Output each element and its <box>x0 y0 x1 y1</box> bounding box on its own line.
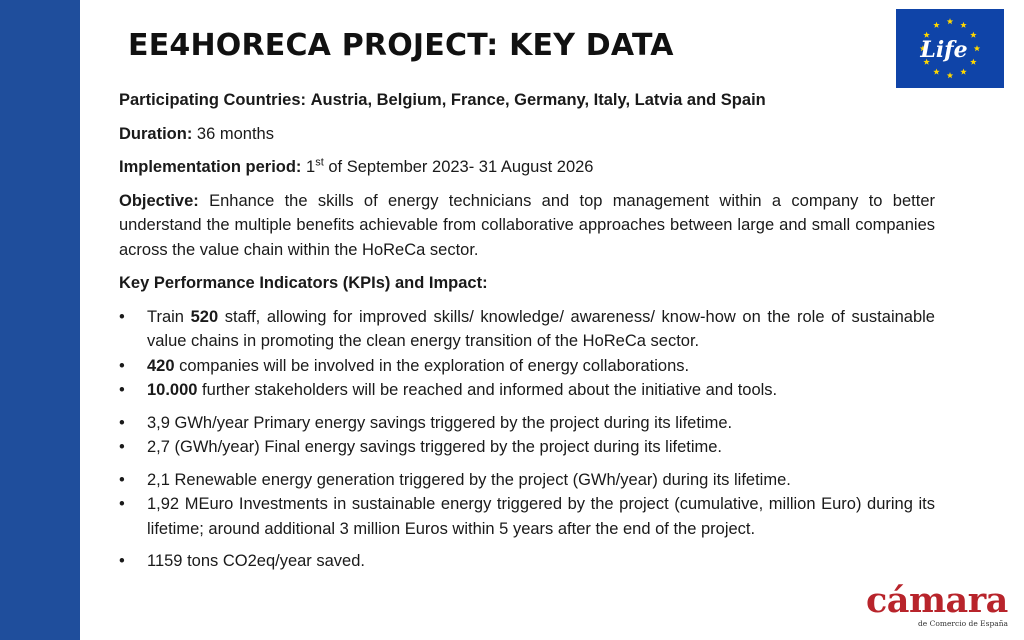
implementation-value: of September 2023- 31 August 2026 <box>328 158 594 176</box>
kpi-list-energy <box>119 411 935 460</box>
bullet-icon: • <box>119 356 125 375</box>
objective-row <box>119 189 935 263</box>
camara-logo-word: cámara <box>866 580 1008 621</box>
bullet-icon: • <box>119 552 125 570</box>
eu-star-icon <box>947 18 953 24</box>
list-item: • 1,92 MEuro Investments in sustainable energy triggered by the project (cumulative, million Euro) during its lifetime; around additional 3 million Euros within 5 years after the end of the project. <box>119 492 935 541</box>
implementation-day-suffix: st <box>315 156 324 169</box>
duration-value: 36 months <box>196 124 274 143</box>
bullet-icon: • <box>119 438 125 456</box>
kpi-list-investment <box>119 468 935 542</box>
duration-row <box>119 122 935 147</box>
list-item: • 2,7 (GWh/year) Final energy savings triggered by the project during its lifetime. <box>119 435 935 460</box>
eu-star-icon <box>970 59 976 65</box>
list-item: • 10.000 further stakeholders will be reached and informed about the initiative and tools. <box>119 378 935 403</box>
bullet-icon: • <box>119 307 125 326</box>
countries-value: Austria, Belgium, France, Germany, Italy, Latvia and Spain <box>310 91 766 109</box>
kpi-list-co2 <box>119 549 935 574</box>
list-item: • 3,9 GWh/year Primary energy savings triggered by the project during its lifetime. <box>119 411 935 436</box>
kpi-heading-text: Key Performance Indicators (KPIs) and Impact: <box>119 274 488 292</box>
eu-star-icon <box>960 22 966 28</box>
life-logo-text: Life <box>920 37 968 63</box>
camara-logo <box>866 580 1012 632</box>
eu-stars-icon <box>896 9 1004 88</box>
countries-label: Participating Countries: <box>119 91 307 109</box>
page-title: EE4HORECA PROJECT: KEY DATA <box>128 28 674 63</box>
eu-star-icon <box>970 32 976 38</box>
eu-life-logo <box>896 9 1004 88</box>
kpi-number: 420 <box>147 356 175 375</box>
bullet-icon: • <box>119 413 125 432</box>
list-item: • 1159 tons CO2eq/year saved. <box>119 549 935 574</box>
left-sidebar-bar <box>0 0 80 640</box>
bullet-icon: • <box>119 495 125 513</box>
kpi-heading <box>119 271 935 296</box>
implementation-label: Implementation period: <box>119 158 302 176</box>
eu-star-icon <box>960 68 966 74</box>
objective-label: Objective: <box>119 191 199 210</box>
kpi-number: 520 <box>190 307 219 326</box>
list-item: • Train 520 staff, allowing for improved skills/ knowledge/ awareness/ know-how on the role of sustainable value chains in promoting the clean energy transition of the HoReCa sector. <box>119 305 935 354</box>
implementation-day: 1 <box>306 158 316 176</box>
implementation-row <box>119 155 935 180</box>
list-item: • 420 companies will be involved in the exploration of energy collaborations. <box>119 354 935 379</box>
eu-star-icon <box>947 72 953 78</box>
bullet-icon: • <box>119 470 125 489</box>
key-data-content <box>119 88 935 582</box>
eu-star-icon <box>933 22 939 28</box>
objective-value: Enhance the skills of energy technicians and top management within a company to better understand the multiple benefits achievable from collaborative approaches between large and small companies across the value chain within the HoReCa sector. <box>119 191 935 259</box>
bullet-icon: • <box>119 381 125 399</box>
list-item: • 2,1 Renewable energy generation triggered by the project (GWh/year) during its lifetime. <box>119 468 935 493</box>
camara-logo-tagline: de Comercio de España <box>918 619 1009 628</box>
duration-label: Duration: <box>119 124 193 143</box>
kpi-list-staff <box>119 305 935 403</box>
countries-row <box>119 88 935 113</box>
eu-star-icon <box>933 68 939 74</box>
eu-star-icon <box>974 45 980 51</box>
kpi-number: 10.000 <box>147 381 198 399</box>
